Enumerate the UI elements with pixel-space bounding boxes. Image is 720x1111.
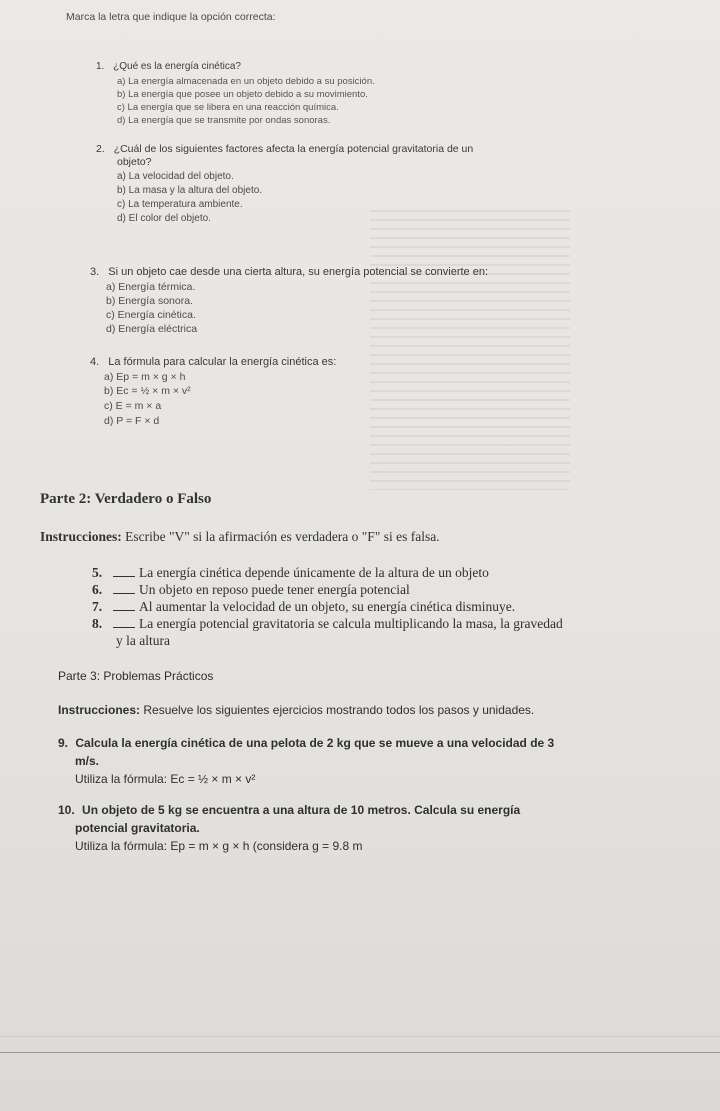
question-stem: ¿Cuál de los siguientes factores afecta la energía potencial gravitatoria de un [113,143,474,155]
instructions-label: Instrucciones: [58,703,141,717]
option-c: c) Energía cinética. [106,309,196,321]
option-c: c) La temperatura ambiente. [117,199,243,210]
tf-item-8-continuation: y la altura [116,633,170,648]
instructions-text: Resuelve los siguientes ejercicios mostrando todos los pasos y unidades. [140,703,535,717]
item-text: Un objeto en reposo puede tener energía potencial [139,582,410,597]
option-d: d) El color del objeto. [117,213,211,224]
part2-instructions [40,529,440,545]
item-text: La energía cinética depende únicamente de la altura de un objeto [139,565,489,580]
question-stem: Si un objeto cae desde una cierta altura, su energía potencial se convierte en: [108,266,488,278]
option-a: a) Ep = m × g × h [104,371,186,383]
option-b: b) Energía sonora. [106,295,193,307]
part3-title: Parte 3: Problemas Prácticos [58,669,214,683]
problem-formula: Utiliza la fórmula: Ep = m × g × h (considera g = 9.8 m [75,839,363,853]
option-c: c) La energía que se libera en una reacción química. [117,102,339,113]
page-divider [0,1036,720,1037]
option-a: a) Energía térmica. [106,281,196,293]
option-a: a) La energía almacenada en un objeto debido a su posición. [117,76,375,87]
problem-statement: Calcula la energía cinética de una pelota de 2 kg que se mueve a una velocidad de 3 [75,736,555,750]
problem-formula: Utiliza la fórmula: Ec = ½ × m × v² [75,772,256,786]
item-text: Al aumentar la velocidad de un objeto, su energía cinética disminuye. [139,599,516,614]
question-number: 3. [90,266,100,278]
tf-item-5 [92,565,489,581]
problem-statement-continuation: m/s. [75,754,100,768]
question-number: 4. [90,356,100,368]
problem-9 [58,736,554,750]
question-number: 1. [96,61,105,72]
tf-item-8 [92,616,563,632]
tf-item-6 [92,582,410,598]
option-d: d) P = F × d [104,415,160,427]
question-stem: ¿Qué es la energía cinética? [113,61,241,72]
answer-blank[interactable] [113,616,135,628]
answer-blank[interactable] [113,565,135,577]
problem-number: 9. [58,736,69,750]
question-number: 2. [96,143,105,155]
item-text: La energía potencial gravitatoria se calcula multiplicando la masa, la gravedad [139,616,563,631]
item-number: 7. [92,599,103,614]
option-b: b) Ec = ½ × m × v² [104,385,191,397]
problem-statement: Un objeto de 5 kg se encuentra a una altura de 10 metros. Calcula su energía [82,803,521,817]
part3-instructions [58,703,534,717]
answer-blank[interactable] [113,599,135,611]
question-stem-continuation: objeto? [117,156,152,168]
tf-item-7 [92,599,515,615]
instructions-label: Instrucciones: [40,529,122,544]
problem-statement-continuation: potencial gravitatoria. [75,821,200,835]
part2-title: Parte 2: Verdadero o Falso [40,491,212,507]
header-instruction: Marca la letra que indique la opción correcta: [66,11,276,23]
option-b: b) La masa y la altura del objeto. [117,185,263,196]
option-d: d) Energía eléctrica [106,323,198,335]
problem-10 [58,803,520,817]
answer-blank[interactable] [113,582,135,594]
item-number: 6. [92,582,103,597]
item-number: 8. [92,616,103,631]
problem-number: 10. [58,803,75,817]
option-c: c) E = m × a [104,400,162,412]
option-b: b) La energía que posee un objeto debido a su movimiento. [117,89,368,100]
option-d: d) La energía que se transmite por ondas sonoras. [117,115,331,126]
bleed-through-text [370,210,570,490]
item-number: 5. [92,565,103,580]
option-a: a) La velocidad del objeto. [117,171,234,182]
question-stem: La fórmula para calcular la energía cinética es: [108,356,337,368]
instructions-text: Escribe "V" si la afirmación es verdadera o "F" si es falsa. [121,529,440,544]
page-divider [0,1052,720,1053]
